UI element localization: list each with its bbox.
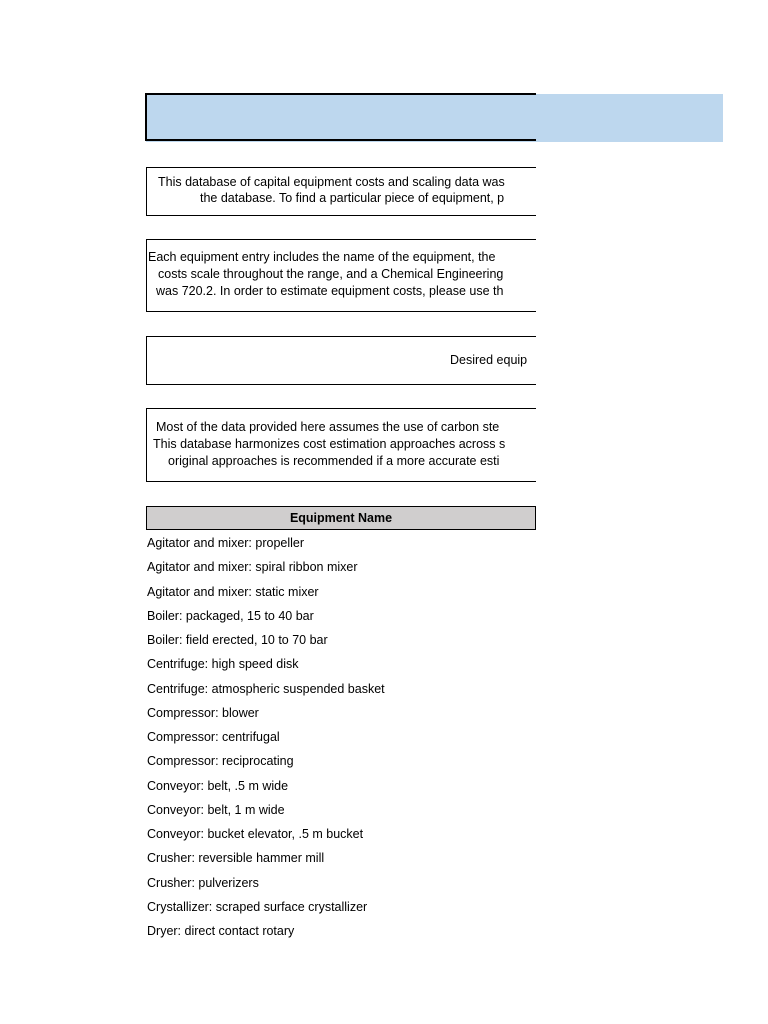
table-row[interactable]: Compressor: reciprocating [147, 754, 294, 769]
intro-line-1: This database of capital equipment costs and scaling data was [158, 175, 505, 189]
column-header-equipment-name[interactable]: Equipment Name [146, 506, 536, 530]
table-row[interactable]: Boiler: packaged, 15 to 40 bar [147, 608, 314, 623]
table-row[interactable]: Compressor: centrifugal [147, 730, 280, 744]
entry-line-2: costs scale throughout the range, and a Chemical Engineering [158, 267, 504, 281]
entry-line-1: Each equipment entry includes the name of the equipment, the [148, 250, 496, 264]
formula-box [146, 336, 536, 385]
notes-line-3: original approaches is recommended if a more accurate esti [168, 454, 500, 468]
table-row[interactable]: Dryer: direct contact rotary [147, 924, 295, 938]
equipment-list [147, 531, 536, 943]
notes-line-1: Most of the data provided here assumes the use of carbon ste [156, 420, 500, 434]
table-row[interactable]: Compressor: blower [147, 705, 259, 720]
table-row[interactable]: Conveyor: bucket elevator, .5 m bucket [147, 827, 364, 841]
table-row[interactable]: Crusher: pulverizers [147, 875, 259, 890]
table-row[interactable]: Crystallizer: scraped surface crystallizer [147, 899, 368, 914]
notes-box [146, 408, 536, 482]
table-row[interactable]: Centrifuge: high speed disk [147, 657, 299, 672]
entry-description-box [146, 239, 536, 312]
table-row[interactable]: Conveyor: belt, 1 m wide [147, 802, 285, 817]
formula-text: Desired equip [450, 353, 528, 367]
entry-line-3: was 720.2. In order to estimate equipment costs, please use th [156, 284, 504, 298]
intro-box [146, 167, 536, 216]
notes-line-2: This database harmonizes cost estimation approaches across s [153, 437, 506, 451]
table-row[interactable]: Agitator and mixer: propeller [147, 536, 305, 550]
title-border [145, 93, 536, 141]
table-row[interactable]: Centrifuge: atmospheric suspended basket [147, 681, 385, 696]
table-row[interactable]: Agitator and mixer: spiral ribbon mixer [147, 560, 358, 575]
table-row[interactable]: Boiler: field erected, 10 to 70 bar [147, 633, 328, 647]
table-row[interactable]: Conveyor: belt, .5 m wide [147, 778, 289, 793]
intro-line-2: the database. To find a particular piece of equipment, p [200, 191, 505, 205]
table-row[interactable]: Agitator and mixer: static mixer [147, 584, 319, 599]
table-row[interactable]: Crusher: reversible hammer mill [147, 851, 325, 866]
